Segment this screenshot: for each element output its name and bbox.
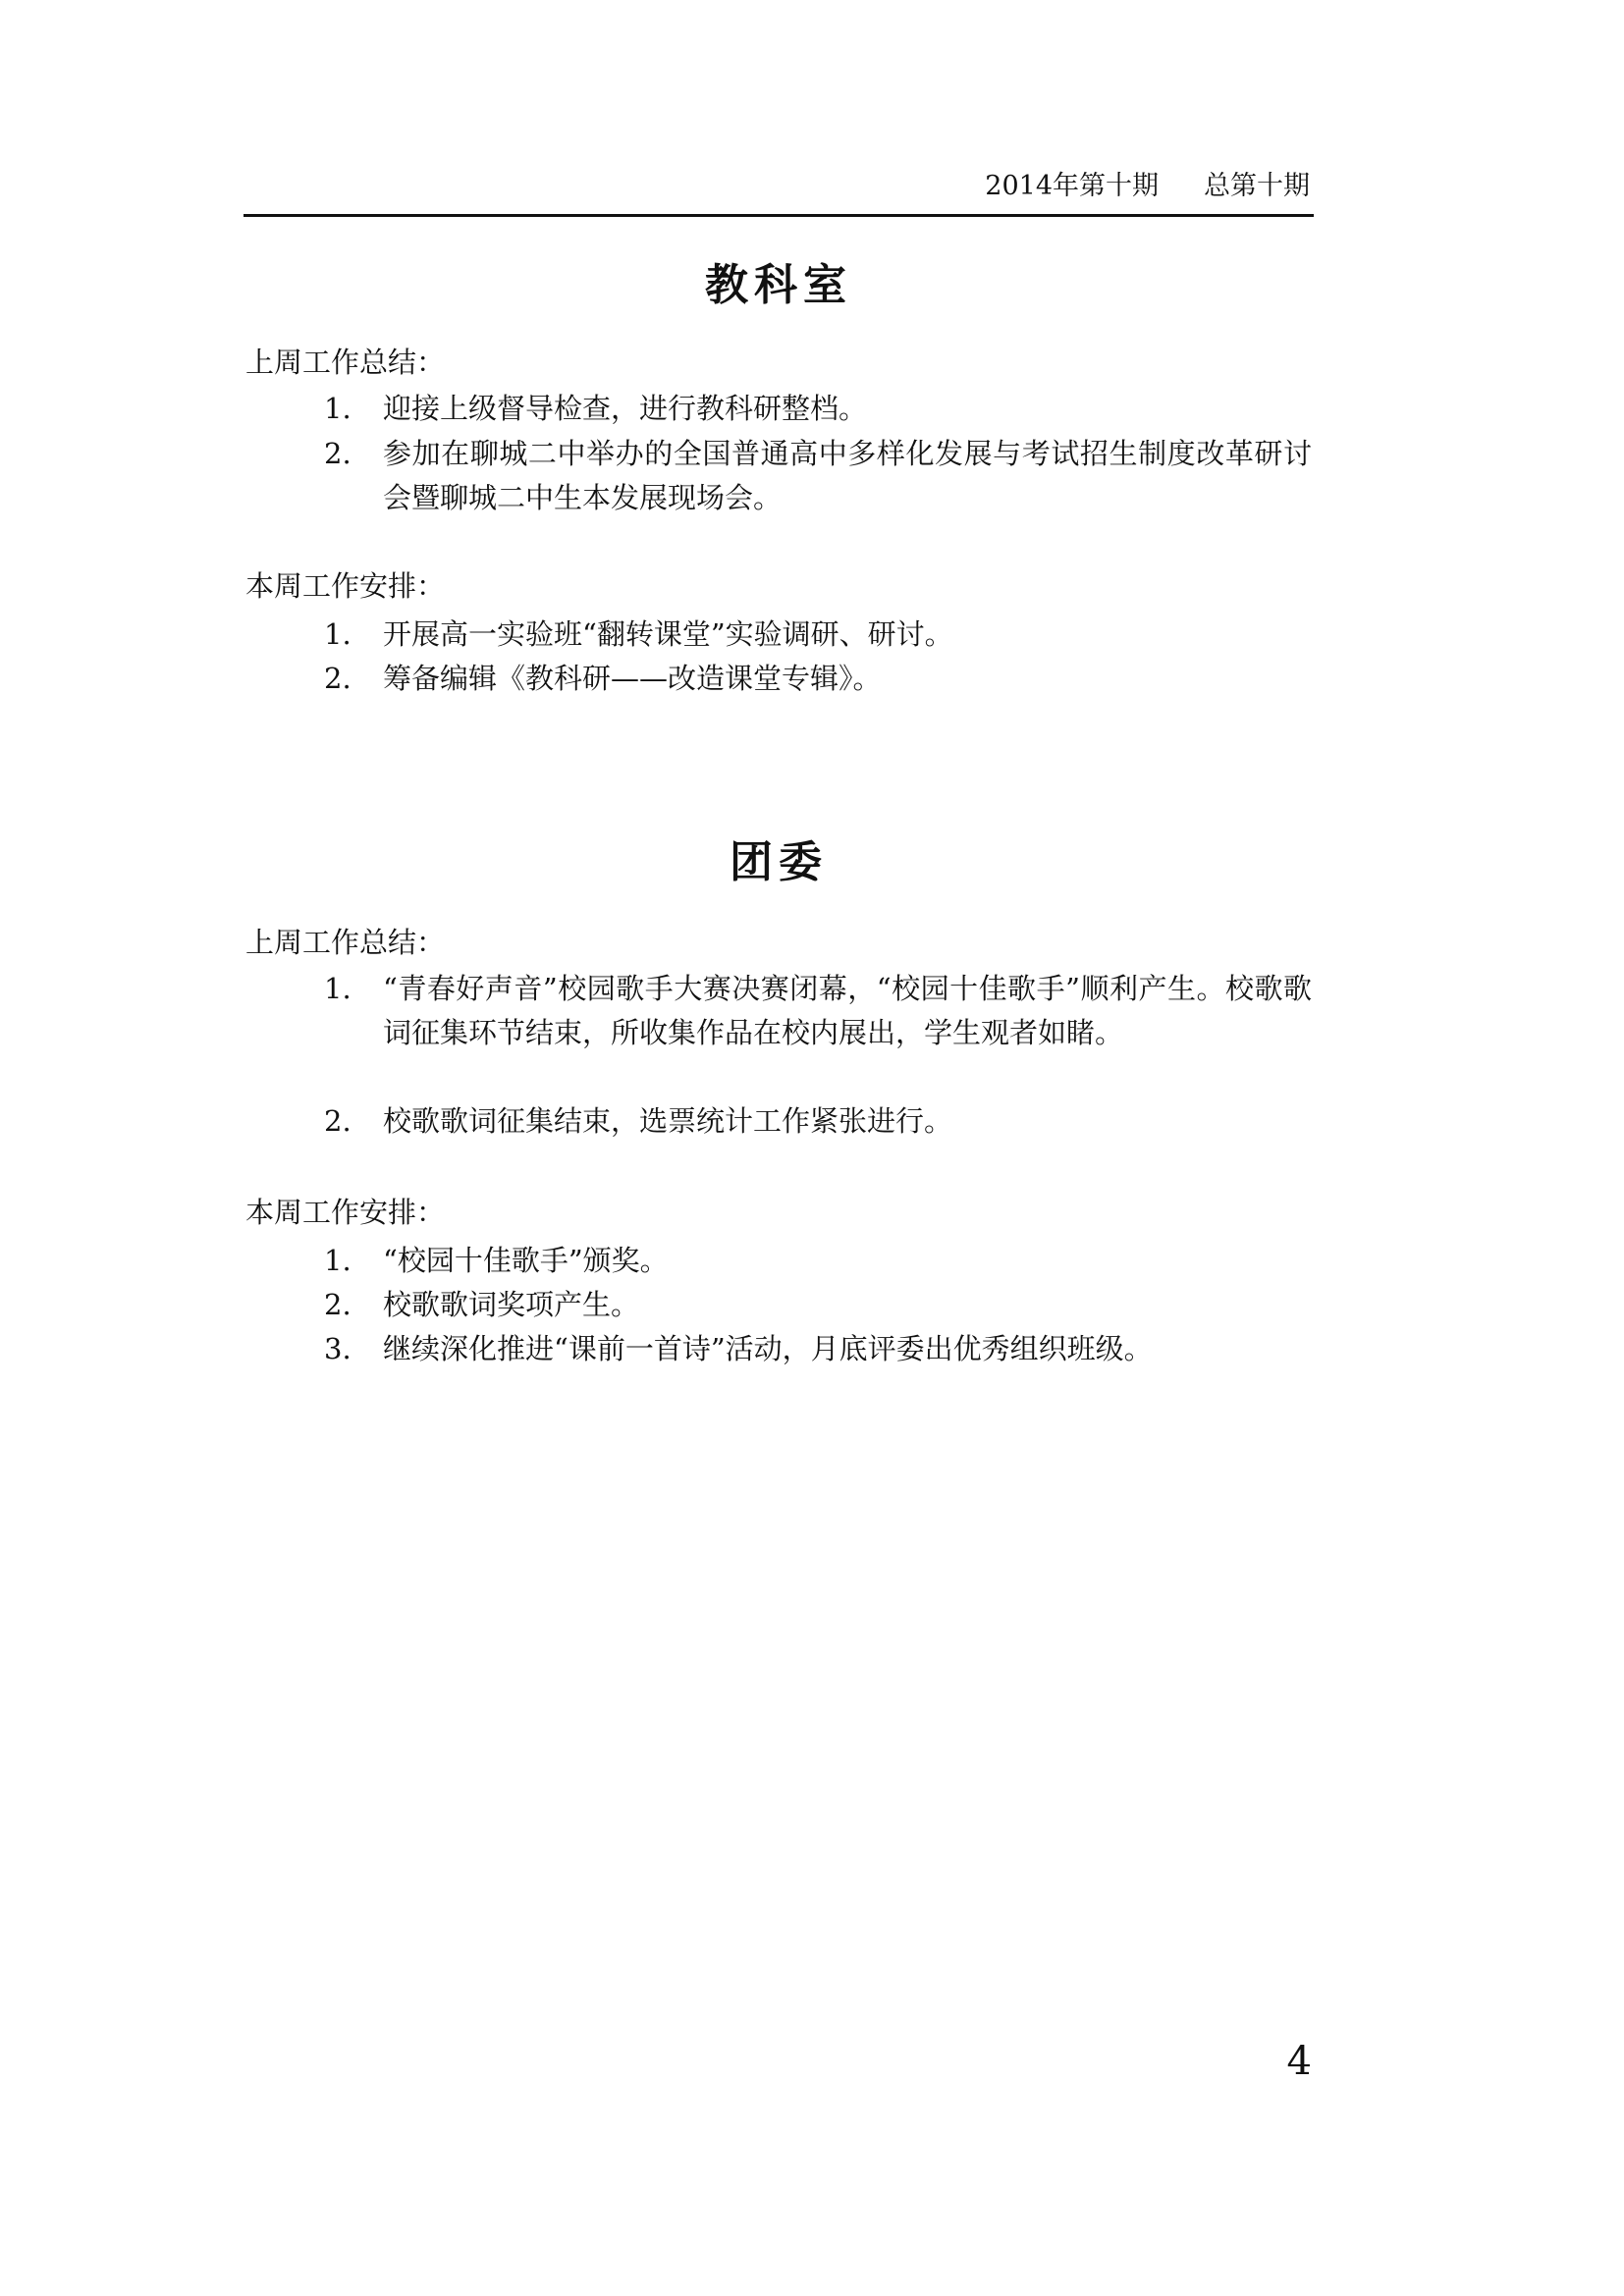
list-item-text: 筹备编辑《教科研——改造课堂专辑》。 [383, 662, 882, 695]
list-item-number: 1. [324, 972, 352, 1005]
list-item-text: 校歌歌词征集结束，选票统计工作紧张进行。 [383, 1104, 953, 1138]
page-number: 4 [1286, 2039, 1312, 2084]
list-item [324, 387, 1312, 431]
list-item-number: 2. [324, 437, 352, 470]
list-item-number: 2. [324, 1104, 352, 1138]
list-item-number: 1. [324, 617, 352, 651]
list-item [324, 1283, 1312, 1327]
list-item [324, 657, 1312, 701]
list-item [324, 1099, 1312, 1144]
list-item [324, 1239, 1312, 1283]
list-item-number: 2. [324, 1288, 352, 1321]
list-item-number: 2. [324, 662, 352, 695]
list-item-text: 开展高一实验班“翻转课堂”实验调研、研讨。 [383, 617, 953, 651]
last-week-summary-label: 上周工作总结： [245, 926, 446, 959]
section-title-tuanwei: 团委 [730, 837, 828, 887]
header-issue: 2014年第十期 [985, 171, 1159, 201]
header-total: 总第十期 [1204, 171, 1310, 201]
list-item-text: 迎接上级督导检查，进行教科研整档。 [383, 392, 868, 425]
list-item-text: “青春好声音”校园歌手大赛决赛闭幕，“校园十佳歌手”顺利产生。校歌歌词征集环节结束，所收集作品在校内展出，学生观者如睹。 [383, 972, 1312, 1049]
last-week-summary-label: 上周工作总结： [245, 346, 446, 379]
section-title-jiaokeshi: 教科室 [705, 260, 852, 310]
this-week-plan-label: 本周工作安排： [245, 1196, 446, 1229]
list-item-number: 1. [324, 392, 352, 425]
list-item-text: “校园十佳歌手”颁奖。 [383, 1244, 669, 1277]
running-header [244, 169, 1314, 217]
list-item [324, 432, 1312, 520]
header-text [985, 169, 1310, 204]
this-week-plan-label: 本周工作安排： [245, 569, 446, 603]
list-item [324, 967, 1312, 1055]
list-item-number: 1. [324, 1244, 352, 1277]
list-item-text: 参加在聊城二中举办的全国普通高中多样化发展与考试招生制度改革研讨会暨聊城二中生本发展现场会。 [383, 437, 1312, 514]
list-item-text: 校歌歌词奖项产生。 [383, 1288, 640, 1321]
list-item-text: 继续深化推进“课前一首诗”活动，月底评委出优秀组织班级。 [383, 1332, 1153, 1365]
list-item [324, 613, 1312, 657]
list-item-number: 3. [324, 1332, 352, 1365]
list-item [324, 1327, 1312, 1371]
